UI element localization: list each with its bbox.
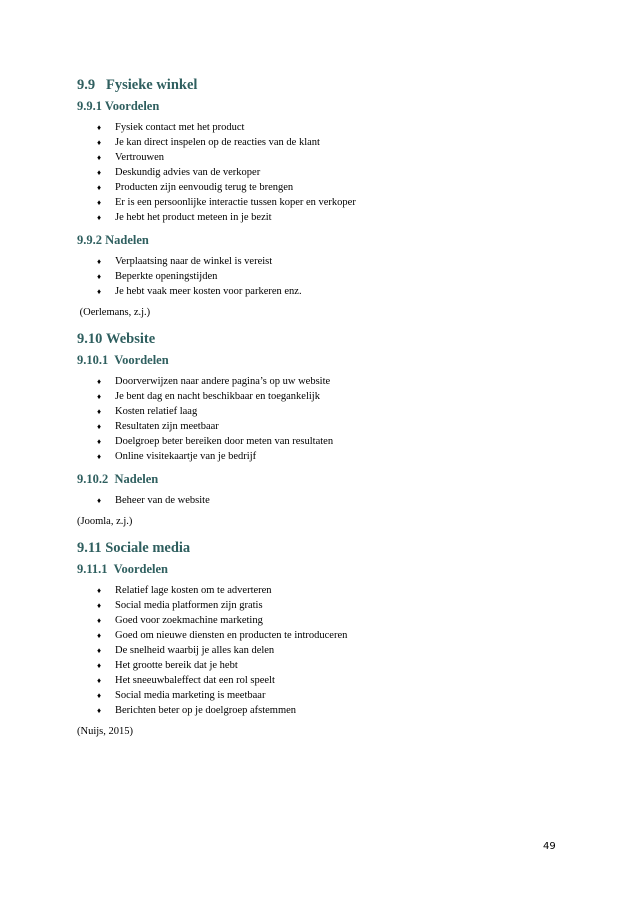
list-item: ♦ Beheer van de website xyxy=(97,495,210,506)
diamond-bullet-icon: ♦ xyxy=(97,272,102,281)
list-item: ♦ Goed om nieuwe diensten en producten te introduceren xyxy=(97,630,348,641)
subsection-heading-9-11-1: 9.11.1 Voordelen xyxy=(77,562,168,576)
subsection-heading-9-9-1: 9.9.1 Voordelen xyxy=(77,99,160,113)
section-heading-9-9 xyxy=(77,76,577,94)
list-item: ♦ Beperkte openingstijden xyxy=(97,271,218,282)
diamond-bullet-icon: ♦ xyxy=(97,676,102,685)
section-heading-9-10 xyxy=(77,330,577,348)
subsection-heading-9-9-2: 9.9.2 Nadelen xyxy=(77,233,149,247)
bullet-list-9-9-1 xyxy=(77,120,577,225)
list-item: ♦ Deskundig advies van de verkoper xyxy=(97,167,261,178)
diamond-bullet-icon: ♦ xyxy=(97,123,102,132)
list-item: ♦ Berichten beter op je doelgroep afstemmen xyxy=(97,705,297,716)
diamond-bullet-icon: ♦ xyxy=(97,257,102,266)
diamond-bullet-icon: ♦ xyxy=(97,392,102,401)
list-item: ♦ Het grootte bereik dat je hebt xyxy=(97,660,238,671)
section-number: 9.11 xyxy=(77,540,102,556)
subsection-heading-9-10-2: 9.10.2 Nadelen xyxy=(77,472,159,486)
list-item: ♦ Je hebt vaak meer kosten voor parkeren enz. xyxy=(97,286,302,297)
list-item: ♦ Fysiek contact met het product xyxy=(97,122,245,133)
section-title: Fysieke winkel xyxy=(106,77,198,93)
list-item: ♦ Verplaatsing naar de winkel is vereist xyxy=(97,256,273,267)
citation-9-11: (Nuijs, 2015) xyxy=(77,726,133,737)
diamond-bullet-icon: ♦ xyxy=(97,586,102,595)
list-item: ♦ Goed voor zoekmachine marketing xyxy=(97,615,263,626)
section-number: 9.10 xyxy=(77,331,103,347)
diamond-bullet-icon: ♦ xyxy=(97,691,102,700)
section-heading-9-11 xyxy=(77,539,577,557)
subsection-heading-9-10-1: 9.10.1 Voordelen xyxy=(77,353,169,367)
list-item: ♦ Social media marketing is meetbaar xyxy=(97,690,266,701)
diamond-bullet-icon: ♦ xyxy=(97,198,102,207)
list-item: ♦ Online visitekaartje van je bedrijf xyxy=(97,451,257,462)
section-title: Website xyxy=(106,331,156,347)
list-item: ♦ Relatief lage kosten om te adverteren xyxy=(97,585,272,596)
list-item: ♦ Je bent dag en nacht beschikbaar en toegankelijk xyxy=(97,391,320,402)
diamond-bullet-icon: ♦ xyxy=(97,631,102,640)
list-item: ♦ Resultaten zijn meetbaar xyxy=(97,421,219,432)
diamond-bullet-icon: ♦ xyxy=(97,138,102,147)
diamond-bullet-icon: ♦ xyxy=(97,601,102,610)
diamond-bullet-icon: ♦ xyxy=(97,377,102,386)
diamond-bullet-icon: ♦ xyxy=(97,168,102,177)
section-number: 9.9 xyxy=(77,77,96,93)
page-number: 49 xyxy=(543,841,556,852)
list-item: ♦ Je hebt het product meteen in je bezit xyxy=(97,212,272,223)
diamond-bullet-icon: ♦ xyxy=(97,706,102,715)
list-item: ♦ Vertrouwen xyxy=(97,152,164,163)
list-item: ♦ Doorverwijzen naar andere pagina’s op uw website xyxy=(97,376,331,387)
bullet-list-9-9-2 xyxy=(77,254,577,299)
bullet-list-9-10-2 xyxy=(77,493,577,508)
diamond-bullet-icon: ♦ xyxy=(97,437,102,446)
list-item: ♦ De snelheid waarbij je alles kan delen xyxy=(97,645,275,656)
diamond-bullet-icon: ♦ xyxy=(97,183,102,192)
list-item: ♦ Kosten relatief laag xyxy=(97,406,198,417)
list-item: ♦ Social media platformen zijn gratis xyxy=(97,600,263,611)
list-item: ♦ Je kan direct inspelen op de reacties van de klant xyxy=(97,137,320,148)
diamond-bullet-icon: ♦ xyxy=(97,661,102,670)
list-item: ♦ Het sneeuwbaleffect dat een rol speelt xyxy=(97,675,275,686)
citation-9-9: (Oerlemans, z.j.) xyxy=(77,307,151,318)
list-item: ♦ Er is een persoonlijke interactie tussen koper en verkoper xyxy=(97,197,356,208)
section-title: Sociale media xyxy=(105,540,191,556)
diamond-bullet-icon: ♦ xyxy=(97,422,102,431)
diamond-bullet-icon: ♦ xyxy=(97,646,102,655)
diamond-bullet-icon: ♦ xyxy=(97,452,102,461)
diamond-bullet-icon: ♦ xyxy=(97,153,102,162)
diamond-bullet-icon: ♦ xyxy=(97,287,102,296)
diamond-bullet-icon: ♦ xyxy=(97,213,102,222)
bullet-list-9-10-1 xyxy=(77,374,577,464)
list-item: ♦ Producten zijn eenvoudig terug te brengen xyxy=(97,182,294,193)
list-item: ♦ Doelgroep beter bereiken door meten van resultaten xyxy=(97,436,334,447)
diamond-bullet-icon: ♦ xyxy=(97,407,102,416)
diamond-bullet-icon: ♦ xyxy=(97,496,102,505)
bullet-list-9-11-1 xyxy=(77,583,577,718)
citation-9-10: (Joomla, z.j.) xyxy=(77,516,133,527)
page-content xyxy=(77,76,577,739)
diamond-bullet-icon: ♦ xyxy=(97,616,102,625)
